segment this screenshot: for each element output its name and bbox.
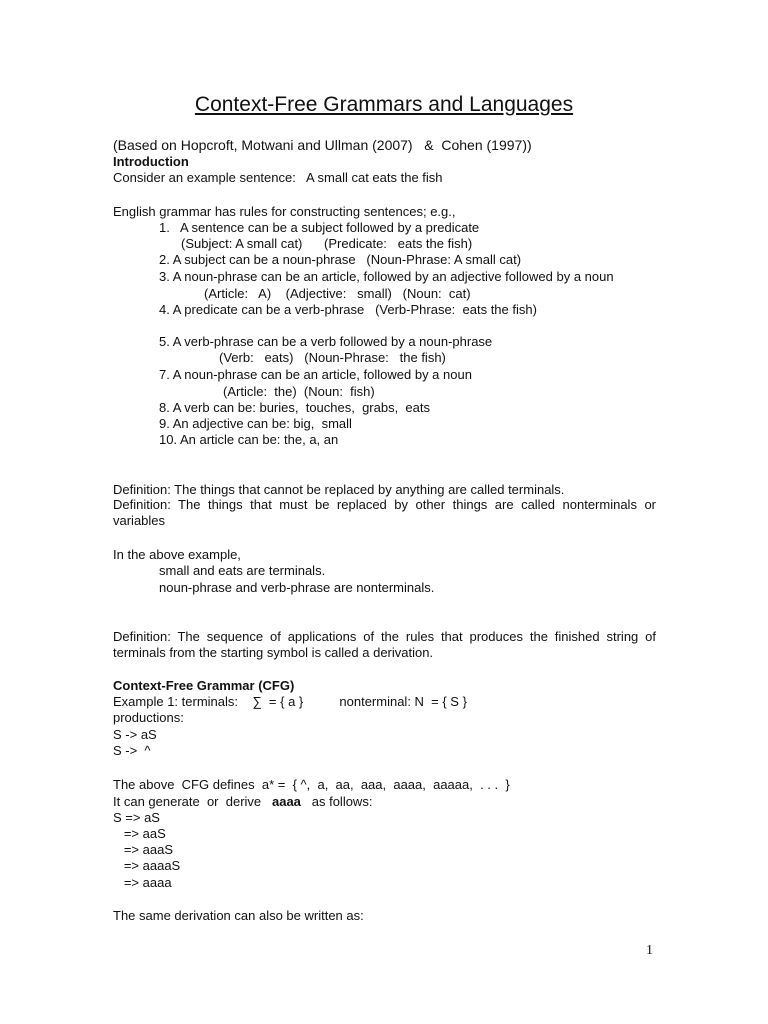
rule-line: 1. A sentence can be a subject followed by a predicate xyxy=(159,220,480,235)
rule-line: 3. A noun-phrase can be an article, followed by an adjective followed by a noun xyxy=(159,269,614,284)
grammar-lead: English grammar has rules for constructing sentences; e.g., xyxy=(113,204,456,219)
rule-line: 7. A noun-phrase can be an article, followed by a noun xyxy=(159,367,472,382)
rule-line: 9. An adjective can be: big, small xyxy=(159,416,352,431)
productions-label: productions: xyxy=(113,710,184,725)
source-citation: (Based on Hopcroft, Motwani and Ullman (2007) & Cohen (1997)) xyxy=(113,137,532,153)
same-derivation: The same derivation can also be written as: xyxy=(113,908,364,923)
production-line: S -> aS xyxy=(113,727,157,742)
derivation-step: => aaaaS xyxy=(113,858,181,873)
page-title: Context-Free Grammars and Languages xyxy=(194,93,574,116)
definition-nonterminals: Definition: The things that must be replaced by other things are called nonterminals or variables xyxy=(113,497,656,528)
derivation-step: => aaS xyxy=(113,826,166,841)
generate-word: aaaa xyxy=(271,794,301,809)
example-line: noun-phrase and verb-phrase are nonterminals. xyxy=(159,580,435,595)
rule-line: (Verb: eats) (Noun-Phrase: the fish) xyxy=(219,350,446,365)
rule-line: 10. An article can be: the, a, an xyxy=(159,432,339,447)
cfg-example-1: Example 1: terminals: ∑ = { a } nonterminal: N = { S } xyxy=(113,694,467,709)
example-sentence: Consider an example sentence: A small cat eats the fish xyxy=(113,170,443,185)
derivation-step: => aaaa xyxy=(113,875,172,890)
rule-line: 8. A verb can be: buries, touches, grabs, eats xyxy=(159,400,430,415)
example-lead: In the above example, xyxy=(113,547,241,562)
rule-line: (Article: A) (Adjective: small) (Noun: cat) xyxy=(204,286,471,301)
example-line: small and eats are terminals. xyxy=(159,563,326,578)
derivation-step: S => aS xyxy=(113,810,160,825)
derivation-step: => aaaS xyxy=(113,842,173,857)
rule-line: 5. A verb-phrase can be a verb followed by a noun-phrase xyxy=(159,334,493,349)
definition-derivation: Definition: The sequence of applications of the rules that produces the finished string of terminals from the starting symbol is called a derivation. xyxy=(113,629,656,660)
definition-terminals: Definition: The things that cannot be replaced by anything are called terminals. xyxy=(113,482,565,497)
generate-prefix: It can generate or derive xyxy=(113,794,272,809)
cfg-generate xyxy=(113,794,372,810)
cfg-heading: Context-Free Grammar (CFG) xyxy=(113,678,295,693)
cfg-defines: The above CFG defines a* = { ^, a, aa, aaa, aaaa, aaaaa, . . . } xyxy=(113,777,510,792)
generate-suffix: as follows: xyxy=(300,794,373,809)
rule-line: 2. A subject can be a noun-phrase (Noun-Phrase: A small cat) xyxy=(159,252,522,267)
rule-line: 4. A predicate can be a verb-phrase (Verb-Phrase: eats the fish) xyxy=(159,302,537,317)
intro-heading: Introduction xyxy=(113,154,189,169)
page-number: 1 xyxy=(646,943,653,958)
rule-line: (Article: the) (Noun: fish) xyxy=(223,384,375,399)
production-line: S -> ^ xyxy=(113,743,151,758)
rule-line: (Subject: A small cat) (Predicate: eats the fish) xyxy=(181,236,473,251)
